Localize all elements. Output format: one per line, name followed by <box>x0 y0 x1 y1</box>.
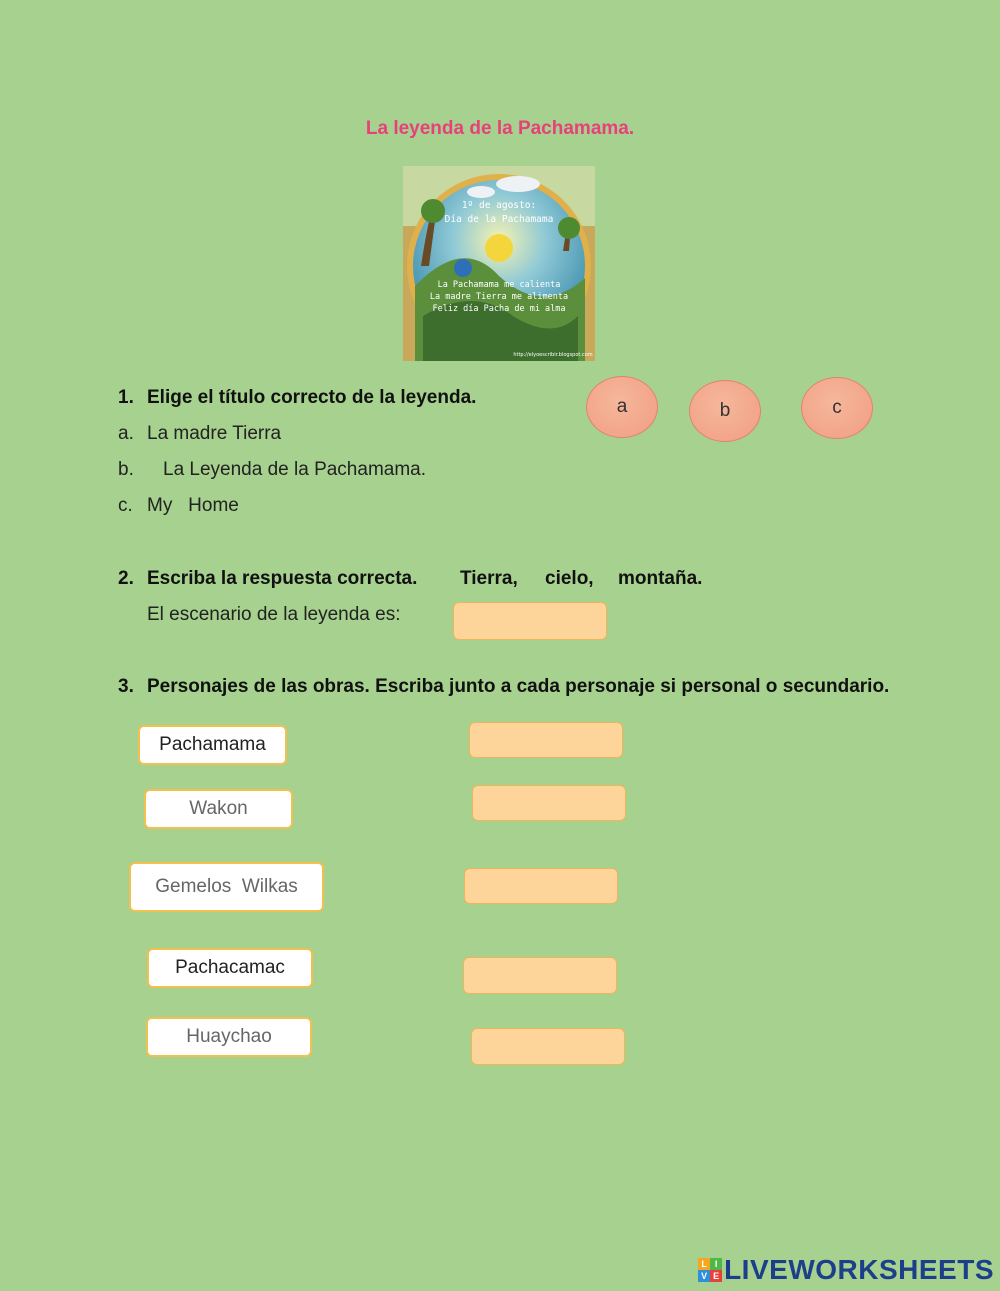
logo-letter-i: I <box>710 1258 722 1270</box>
q1-option-a-letter: a. <box>118 423 134 444</box>
q1-number: 1. <box>118 387 134 408</box>
answer-button-b[interactable]: b <box>689 380 761 442</box>
q1-prompt: Elige el título correcto de la leyenda. <box>147 387 477 408</box>
q1-option-a-text: La madre Tierra <box>147 423 282 444</box>
pachamama-illustration <box>403 166 595 361</box>
illustration-text-5: Feliz día Pacha de mi alma <box>432 304 566 314</box>
pachamama-illustration-art <box>403 166 595 361</box>
logo-letter-l: L <box>698 1258 710 1270</box>
illustration-text-1: 1º de agosto: <box>461 200 537 211</box>
q1-option-b-text: La Leyenda de la Pachamama. <box>163 459 427 480</box>
illustration-text-2: Día de la Pachamama <box>444 214 554 225</box>
liveworksheets-brand <box>698 1253 994 1287</box>
character-card-pachacamac: Pachacamac <box>147 948 313 988</box>
q1-option-c-letter: c. <box>118 495 133 516</box>
character-card-pachamama: Pachamama <box>138 725 287 765</box>
q1-option-b-letter: b. <box>118 459 134 480</box>
q3-answer-input-5[interactable] <box>471 1028 625 1065</box>
character-card-huaychao: Huaychao <box>146 1017 312 1057</box>
q2-sentence: El escenario de la leyenda es: <box>147 604 401 625</box>
liveworksheets-logo-icon <box>698 1258 722 1282</box>
q2-word-tierra: Tierra, <box>460 568 518 589</box>
q2-number: 2. <box>118 568 134 589</box>
logo-letter-v: V <box>698 1270 710 1282</box>
illustration-text-3: La Pachamama me calienta <box>437 280 561 290</box>
q3-number: 3. <box>118 676 134 697</box>
q3-answer-input-4[interactable] <box>463 957 617 994</box>
q2-prompt: Escriba la respuesta correcta. <box>147 568 418 589</box>
logo-letter-e: E <box>710 1270 722 1282</box>
character-card-wakon: Wakon <box>144 789 293 829</box>
q3-answer-input-1[interactable] <box>469 722 623 758</box>
illustration-credit: http://elyoescribir.blogspot.com <box>513 352 593 358</box>
illustration-text-4: La madre Tierra me alimenta <box>429 292 569 302</box>
q3-prompt: Personajes de las obras. Escriba junto a cada personaje si personal o secundario. <box>147 676 890 697</box>
liveworksheets-wordmark: LIVEWORKSHEETS <box>724 1254 994 1285</box>
q3-answer-input-2[interactable] <box>472 785 626 821</box>
answer-button-a[interactable]: a <box>586 376 658 438</box>
answer-button-c[interactable]: c <box>801 377 873 439</box>
character-card-gemelos-wilkas: Gemelos Wilkas <box>129 862 324 912</box>
q2-word-montana: montaña. <box>618 568 703 589</box>
worksheet-title: La leyenda de la Pachamama. <box>365 118 635 139</box>
q3-answer-input-3[interactable] <box>464 868 618 904</box>
q2-answer-input[interactable] <box>453 602 607 640</box>
q2-word-cielo: cielo, <box>545 568 594 589</box>
q1-option-c-text: My Home <box>147 495 239 516</box>
